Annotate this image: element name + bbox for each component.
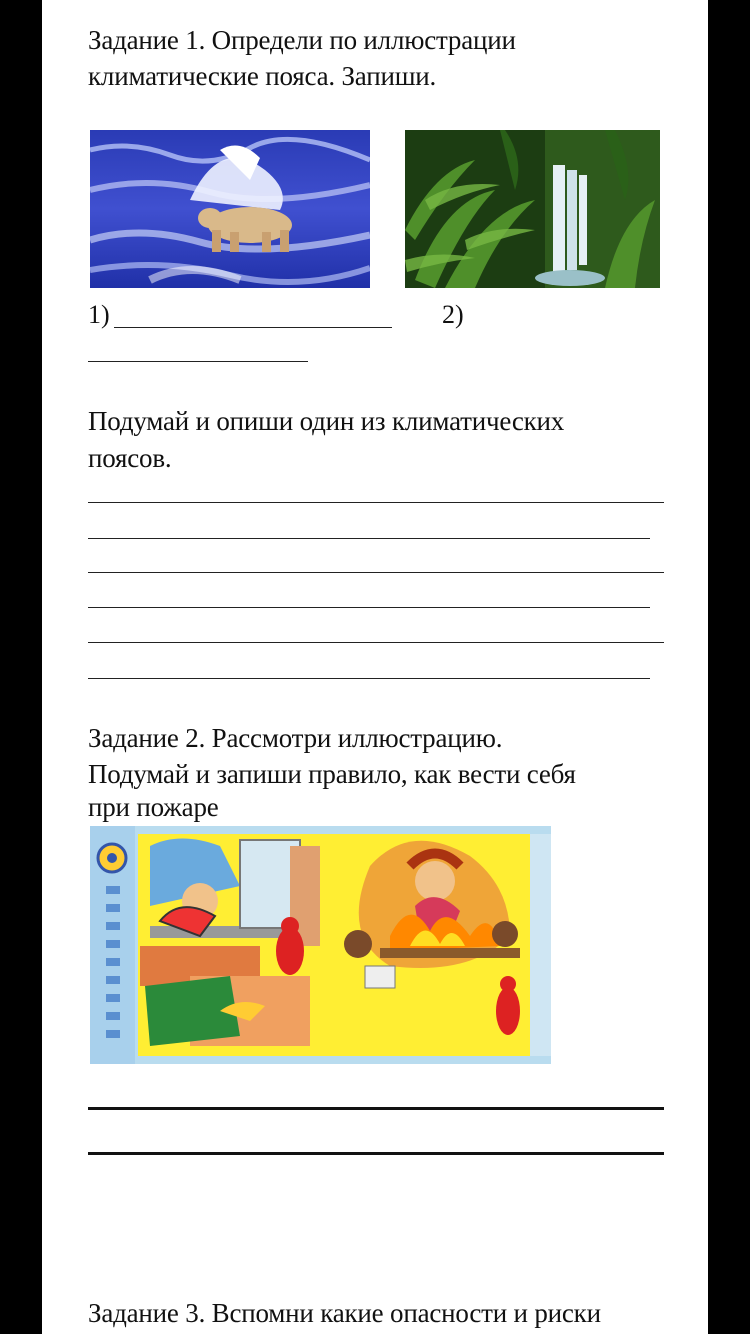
task1-title-line2: климатические пояса. Запиши. bbox=[88, 61, 437, 91]
describe-line2: поясов. bbox=[88, 443, 172, 473]
worksheet-page bbox=[42, 0, 708, 1334]
answer-label-2: 2) bbox=[442, 300, 464, 329]
rainforest-image bbox=[405, 130, 660, 288]
fire-safety-poster-icon bbox=[90, 826, 551, 1064]
task2-line1: Задание 2. Рассмотри иллюстрацию. bbox=[88, 723, 503, 753]
writing-line[interactable] bbox=[88, 607, 650, 608]
answer-label-1: 1) bbox=[88, 300, 110, 329]
task3-line1: Задание 3. Вспомни какие опасности и риски bbox=[88, 1298, 601, 1328]
fire-safety-image bbox=[90, 826, 551, 1064]
answer-line-1[interactable] bbox=[114, 327, 392, 328]
writing-line[interactable] bbox=[88, 642, 664, 643]
writing-line[interactable] bbox=[88, 502, 664, 503]
describe-line1: Подумай и опиши один из климатических bbox=[88, 406, 565, 436]
polar-bear-image bbox=[90, 130, 370, 288]
answer-line-bold[interactable] bbox=[88, 1107, 664, 1110]
answer-line-2[interactable] bbox=[88, 361, 308, 362]
writing-line[interactable] bbox=[88, 538, 650, 539]
answer-line-bold[interactable] bbox=[88, 1152, 664, 1155]
writing-line[interactable] bbox=[88, 572, 664, 573]
task2-line3: при пожаре bbox=[88, 792, 219, 822]
polar-bear-icon bbox=[90, 130, 370, 288]
rainforest-waterfall-icon bbox=[405, 130, 660, 288]
task2-line2: Подумай и запиши правило, как вести себя bbox=[88, 759, 576, 789]
task1-title-line1: Задание 1. Определи по иллюстрации bbox=[88, 25, 516, 55]
writing-line[interactable] bbox=[88, 678, 650, 679]
